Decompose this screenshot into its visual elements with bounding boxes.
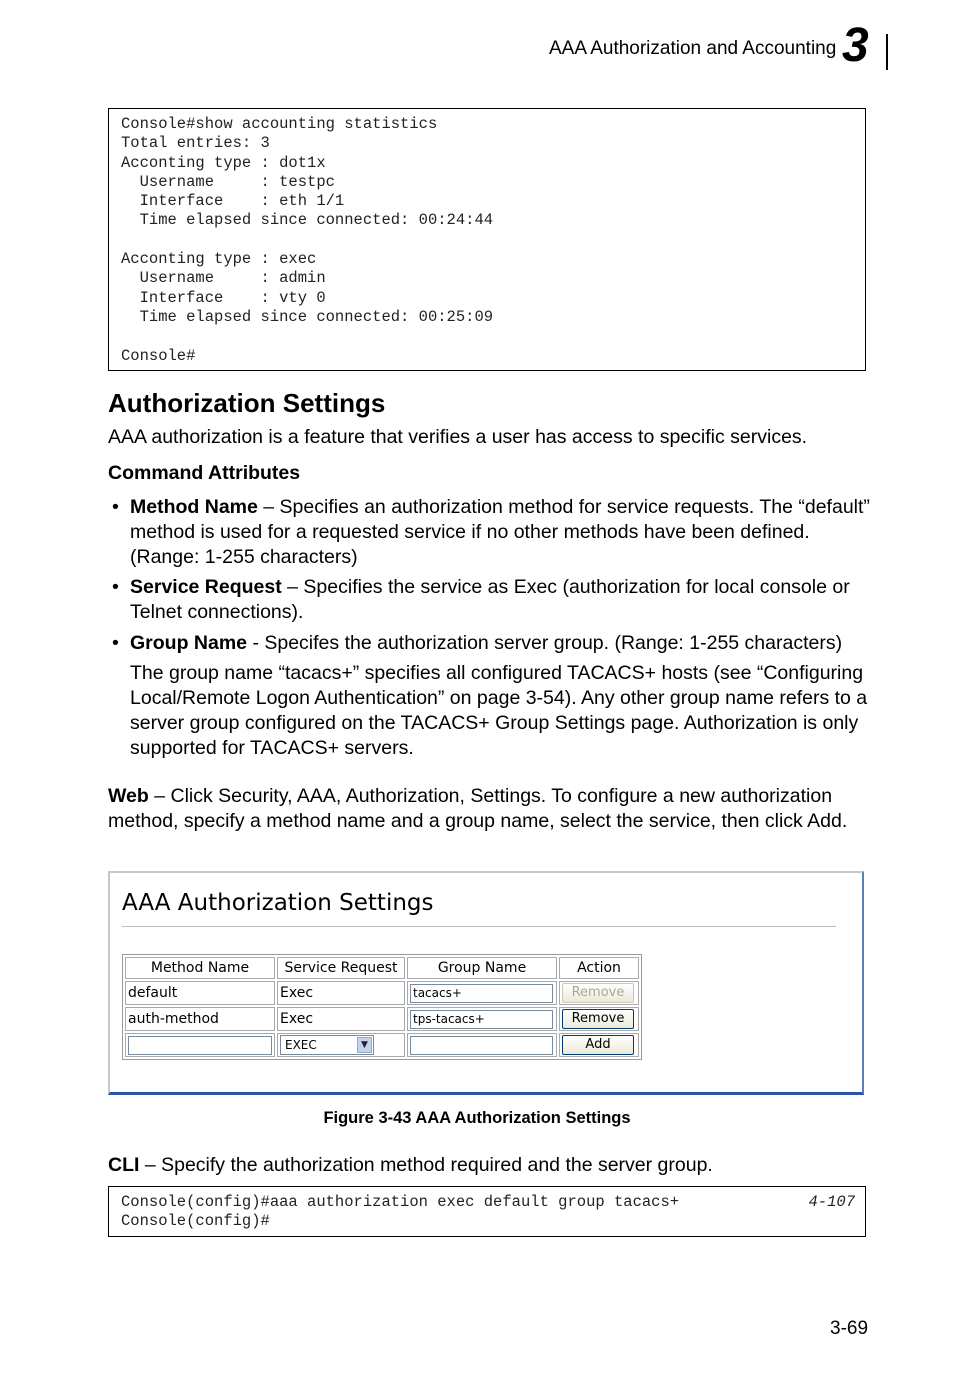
code-block-accounting <box>108 108 866 371</box>
attributes-heading: Command Attributes <box>108 462 301 484</box>
cli-text: – Specify the authorization method required and the server group. <box>139 1154 713 1176</box>
bullet-icon: • <box>112 632 119 654</box>
command-reference: 4-107 <box>808 1193 855 1211</box>
code-text: Console#show accounting statistics Total entries: 3 Acconting type : dot1x Username : testpc Interface : eth 1/1 Time elapsed since connected: 00:24:44 Acconting type : exec Username : admin Interface : vty 0 Time elapsed since connected: 00:25:09 Console# <box>121 115 494 365</box>
new-group-name-input[interactable] <box>410 1036 553 1055</box>
table-row-new <box>125 1033 639 1057</box>
group-name-field[interactable]: tps-tacacs+ <box>410 1010 553 1029</box>
group-note-paragraph: The group name “tacacs+” specifies all configured TACACS+ hosts (see “Configuring Local/Remote Logon Authentication” on page 3-54). Any other group name refers to a server group configured on the TACACS+ Group Settings page. Authorization is only supported for TACACS+ servers. <box>130 662 868 759</box>
group-name-field[interactable]: tacacs+ <box>410 984 553 1003</box>
intro-paragraph: AAA authorization is a feature that verifies a user has access to specific services. <box>108 426 808 448</box>
figure-screenshot <box>108 871 864 1095</box>
section-heading: Authorization Settings <box>108 388 386 418</box>
table-row <box>125 1007 639 1031</box>
bullet-icon: • <box>112 576 119 598</box>
cli-label: CLI <box>108 1154 140 1176</box>
table-row <box>125 981 639 1005</box>
service-request-value: EXEC <box>285 1038 317 1052</box>
figure-caption: Figure 3-43 AAA Authorization Settings <box>323 1109 631 1127</box>
cell-service: Exec <box>277 981 405 1005</box>
code-text: Console(config)#aaa authorization exec default group tacacs+ Console(config)# <box>121 1193 680 1231</box>
chevron-down-icon[interactable]: ▼ <box>357 1037 372 1053</box>
web-label: Web <box>108 785 149 807</box>
bullet-text: – Specifies an authorization method for service requests. The “default” method is used for a requested service if no other methods have been defined. (Range: 1-255 characters) <box>130 496 870 568</box>
bullet-group-name <box>108 631 898 656</box>
bullet-method-name <box>108 495 878 570</box>
code-block-cli <box>108 1186 866 1237</box>
remove-button[interactable]: Remove <box>562 1009 634 1029</box>
chapter-divider <box>886 34 888 70</box>
cell-method: default <box>125 981 275 1005</box>
col-service-request: Service Request <box>277 957 405 979</box>
col-method-name: Method Name <box>125 957 275 979</box>
figure-title-rule <box>122 926 836 927</box>
bullet-icon: • <box>112 496 119 518</box>
web-paragraph <box>108 784 878 834</box>
table-header-row <box>125 957 639 979</box>
add-button[interactable]: Add <box>562 1035 634 1055</box>
cli-paragraph <box>108 1153 878 1178</box>
cell-method: auth-method <box>125 1007 275 1031</box>
bullet-text: - Specifes the authorization server group. (Range: 1-255 characters) <box>247 632 843 654</box>
col-action: Action <box>559 957 639 979</box>
bullet-term: Service Request <box>130 576 282 598</box>
col-group-name: Group Name <box>407 957 557 979</box>
bullet-text: – Specifies the service as Exec (authorization for local console or Telnet connections). <box>130 576 850 623</box>
authorization-table <box>122 954 642 1060</box>
chapter-number: 3 <box>842 19 869 72</box>
remove-button[interactable]: Remove <box>562 983 634 1003</box>
new-method-name-input[interactable] <box>128 1036 272 1055</box>
web-text: – Click Security, AAA, Authorization, Settings. To configure a new authorization method, specify a method name and a group name, select the service, then click Add. <box>108 785 848 832</box>
service-request-select[interactable] <box>280 1035 374 1055</box>
page-number: 3-69 <box>830 1318 869 1339</box>
bullet-service-request <box>108 575 878 625</box>
bullet-term: Method Name <box>130 496 258 518</box>
bullet-term: Group Name <box>130 632 248 654</box>
figure-panel-title: AAA Authorization Settings <box>122 890 434 916</box>
cell-service: Exec <box>277 1007 405 1031</box>
running-header: AAA Authorization and Accounting <box>549 38 837 59</box>
